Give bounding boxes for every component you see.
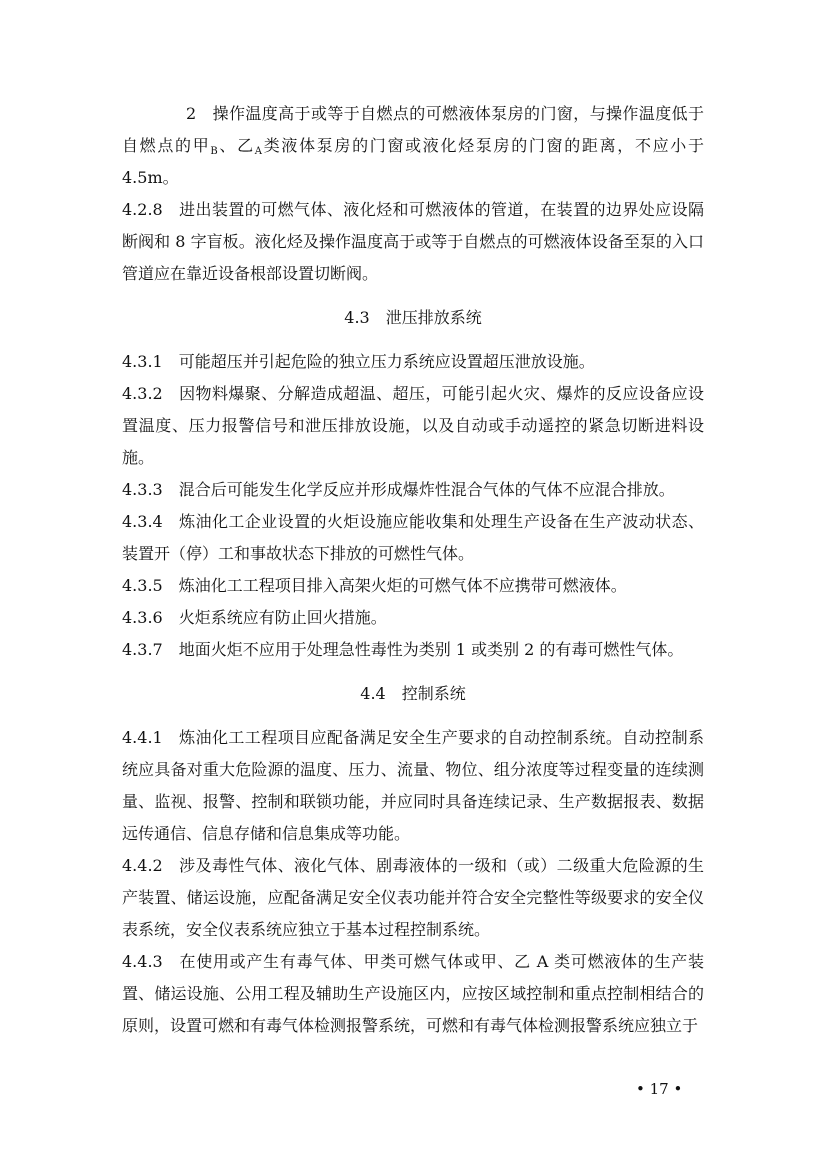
clause-text: 涉及毒性气体、液化气体、剧毒液体的一级和（或）二级重大危险源的生产装置、储运设施，应配备满足安全仪表功能并符合安全完整性等级要求的安全仪表系统，安全仪表系统应独立于基本过程控制系统。 (122, 856, 704, 939)
clause-text: 、乙 (217, 136, 255, 155)
clause-number: 4.3.7 (122, 640, 163, 659)
clause-text: 火炬系统应有防止回火措施。 (178, 608, 387, 627)
clause-text: 炼油化工企业设置的火炬设施应能收集和处理生产设备在生产波动状态、装置开（停）工和事故状态下排放的可燃性气体。 (122, 512, 704, 563)
clause-number: 4.3.5 (122, 576, 163, 595)
clause-text: 炼油化工工程项目应配备满足安全生产要求的自动控制系统。自动控制系统应具备对重大危险源的温度、压力、流量、物位、组分浓度等过程变量的连续测量、监视、报警、控制和联锁功能，并应同时具备连续记录、生产数据报表、数据远传通信、信息存储和信息集成等功能。 (122, 728, 704, 843)
clause-number: 4.2.8 (122, 200, 163, 219)
clause-paragraph (122, 194, 704, 290)
section-title: 控制系统 (401, 684, 466, 703)
clause-paragraph (122, 850, 704, 946)
clause-number: 4.4.2 (122, 856, 163, 875)
section-heading (122, 302, 704, 334)
clause-number: 4.3.1 (122, 352, 163, 371)
clause-text: 进出装置的可燃气体、液化烃和可燃液体的管道，在装置的边界处应设隔断阀和 8 字盲板。液化烃及操作温度高于或等于自燃点的可燃液体设备至泵的入口管道应在靠近设备根部设置切断阀。 (122, 200, 704, 283)
clause-number: 4.4.3 (122, 952, 163, 971)
clause-paragraph (122, 946, 704, 1042)
clause-paragraph (122, 634, 704, 666)
clause-text: 因物料爆聚、分解造成超温、超压，可能引起火灾、爆炸的反应设备应设置温度、压力报警信号和泄压排放设施，以及自动或手动遥控的紧急切断进料设施。 (122, 384, 704, 467)
clause-paragraph (122, 602, 704, 634)
page-number: • 17 • (636, 1080, 683, 1098)
clause-number: 2 (186, 104, 197, 123)
section-heading (122, 678, 704, 710)
clause-text: 混合后可能发生化学反应并形成爆炸性混合气体的气体不应混合排放。 (178, 480, 675, 499)
clause-number: 4.3.2 (122, 384, 163, 403)
clause-number: 4.3.4 (122, 512, 163, 531)
clause-text: 炼油化工工程项目排入高架火炬的可燃气体不应携带可燃液体。 (178, 576, 627, 595)
section-title: 泄压排放系统 (385, 308, 482, 327)
clause-paragraph (122, 378, 704, 474)
clause-paragraph (122, 506, 704, 570)
section-number: 4.3 (344, 308, 370, 327)
clause-paragraph (122, 98, 704, 194)
clause-paragraph (122, 570, 704, 602)
clause-text: 在使用或产生有毒气体、甲类可燃气体或甲、乙 A 类可燃液体的生产装置、储运设施、公用工程及辅助生产设施区内，应按区域控制和重点控制相结合的原则，设置可燃和有毒气体检测报警系统，可燃和有毒气体检测报警系统应独立于 (122, 952, 704, 1035)
clause-number: 4.4.1 (122, 728, 163, 747)
clause-text: 类液体泵房的门窗或液化烃泵房的门窗的距离，不应小于 4.5m。 (122, 136, 704, 187)
subscript-text: B (210, 146, 218, 157)
document-body (122, 98, 704, 1042)
clause-text: 地面火炬不应用于处理急性毒性为类别 1 或类别 2 的有毒可燃性气体。 (178, 640, 684, 659)
clause-text: 操作温度高于或等于自燃点的可燃液体泵房的门窗，与操作温度低于自燃点的甲 (122, 104, 704, 155)
clause-number: 4.3.6 (122, 608, 163, 627)
clause-text: 可能超压并引起危险的独立压力系统应设置超压泄放设施。 (178, 352, 595, 371)
clause-paragraph (122, 346, 704, 378)
clause-paragraph (122, 474, 704, 506)
subscript-text: A (254, 146, 263, 157)
section-number: 4.4 (360, 684, 386, 703)
clause-paragraph (122, 722, 704, 850)
clause-number: 4.3.3 (122, 480, 163, 499)
